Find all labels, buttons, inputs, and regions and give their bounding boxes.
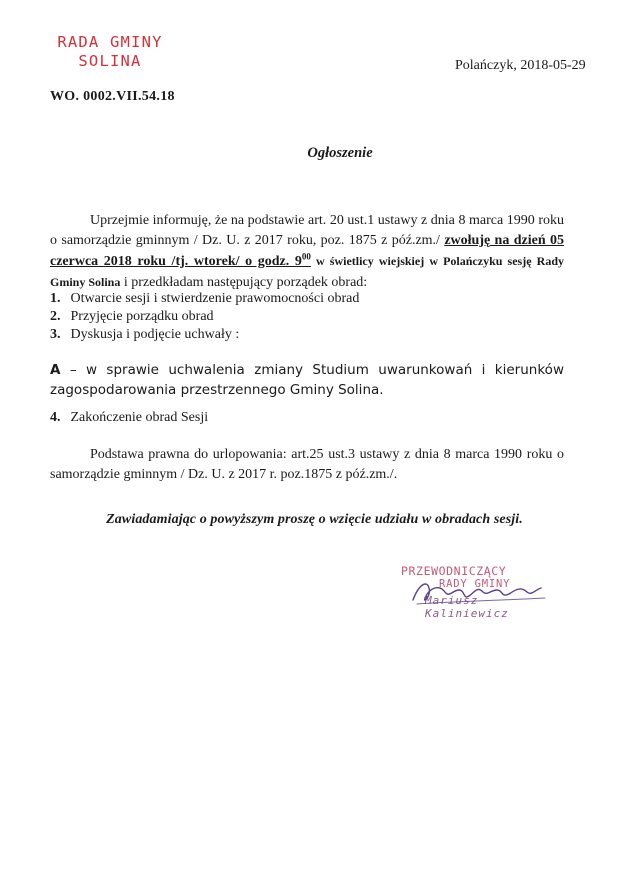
list-item: 2. Przyjęcie porządku obrad xyxy=(50,309,214,324)
agenda-list xyxy=(50,290,359,344)
stamp-role-line1: PRZEWODNICZĄCY xyxy=(401,564,507,578)
place-date: Polańczyk, 2018-05-29 xyxy=(455,58,586,73)
stamp-role-line2: RADY GMINY xyxy=(439,578,511,590)
intro-text-end: i przedkładam następujący porządek obrad: xyxy=(120,275,368,290)
closing-statement: Zawiadamiając o powyższym proszę o wzięcie udziału w obradach sesji. xyxy=(106,512,523,527)
letterhead-stamp xyxy=(52,33,168,71)
intro-paragraph xyxy=(50,211,564,293)
list-item: 1. Otwarcie sesji i stwierdzenie prawomocności obrad xyxy=(50,291,360,306)
handwritten-signature xyxy=(405,574,555,610)
convocation-text: zwołuję na dzień 05 czerwca 2018 roku /tj. wtorek/ o godz. $9^{00}$ xyxy=(50,233,564,269)
stamp-name: Mariusz Kaliniewicz xyxy=(425,594,509,620)
agenda-point-a xyxy=(50,360,564,400)
venue-text: w świetlicy wiejskiej w Polańczyku sesję Rady Gminy Solina xyxy=(50,254,564,289)
agenda-item-4: 4. Zakończenie obrad Sesji xyxy=(50,410,209,425)
point-a-text: – w sprawie uchwalenia zmiany Studium uwarunkowań i kierunków zagospodarowania przestrzennego Gminy Solina. xyxy=(50,362,564,398)
intro-text: Uprzejmie informuję, że na podstawie art. 20 ust.1 ustawy z dnia 8 marca 1990 roku o samorządzie gminnym / Dz. U. z 2017 roku, poz. 1875 z póź.zm./ xyxy=(50,213,564,248)
time-superscript: 00 xyxy=(301,251,311,262)
point-letter: A xyxy=(50,362,61,378)
letterhead-line2: SOLINA xyxy=(78,52,142,70)
list-item: 3. Dyskusja i podjęcie uchwały : xyxy=(50,327,240,342)
letterhead-line1: RADA GMINY xyxy=(57,33,163,51)
signature-stamp xyxy=(395,560,555,620)
reference-number: WO. 0002.VII.54.18 xyxy=(50,89,175,104)
document-title: Ogłoszenie xyxy=(307,145,373,161)
legal-basis-paragraph: Podstawa prawna do urlopowania: art.25 ust.3 ustawy z dnia 8 marca 1990 roku o samorządzie gminnym / Dz. U. z 2017 r. poz.1875 z póź.zm./. xyxy=(50,447,564,482)
